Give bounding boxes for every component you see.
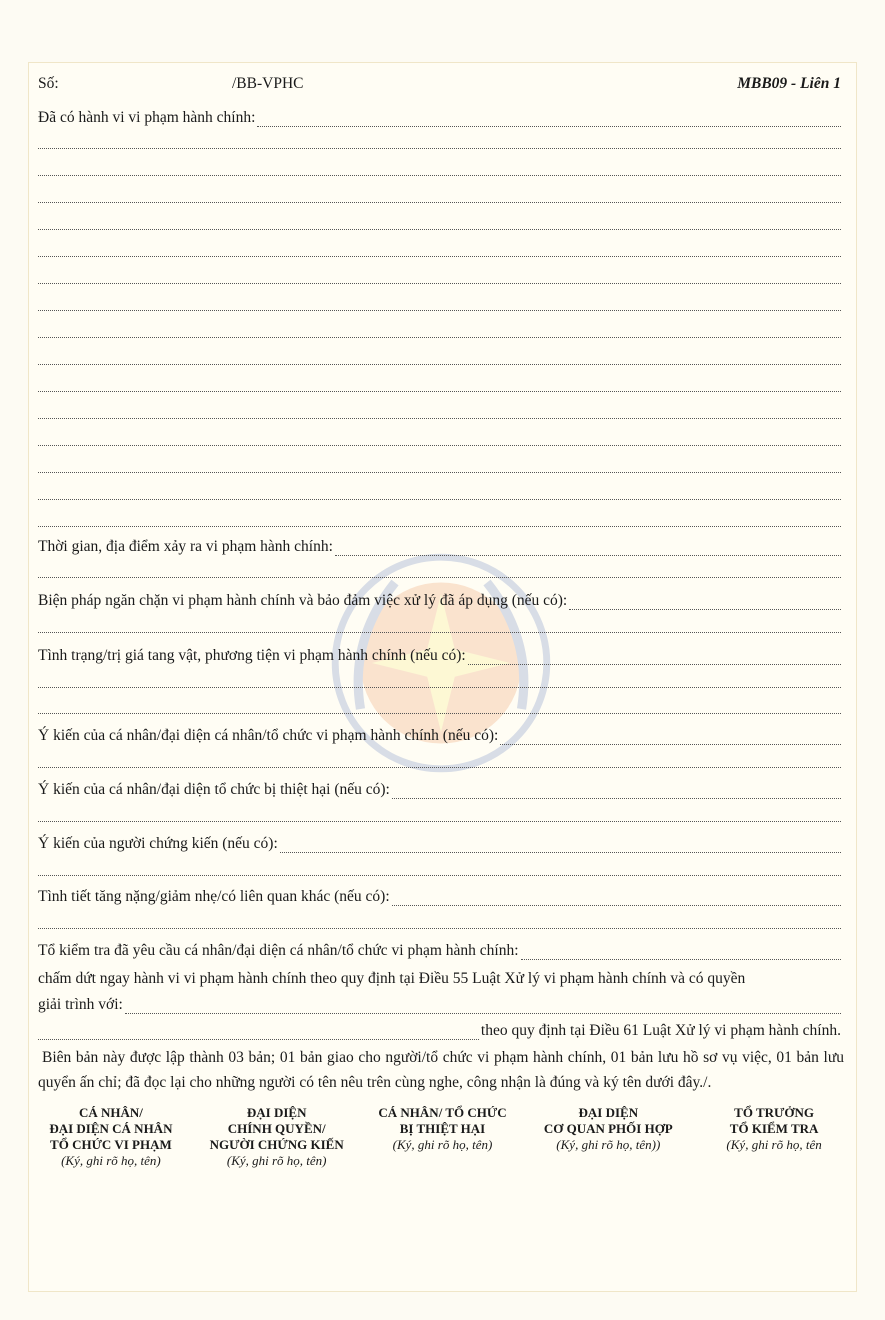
blank-line[interactable] [38, 283, 841, 284]
evidence-field[interactable] [38, 647, 841, 665]
blank-line[interactable] [38, 472, 841, 473]
opinion-witness-label: Ý kiến của người chứng kiến (nếu có): [38, 835, 278, 852]
opinion-violator-field[interactable] [38, 727, 841, 745]
blank-line[interactable] [38, 713, 841, 714]
blank-line[interactable] [38, 148, 841, 149]
blank-line[interactable] [38, 687, 841, 688]
blank-line[interactable] [38, 364, 841, 365]
signature-title: TỔ TRƯỞNG TỔ KIỂM TRA [729, 1105, 819, 1136]
blank-line[interactable] [38, 875, 841, 876]
blank-line[interactable] [38, 202, 841, 203]
prevention-label: Biện pháp ngăn chặn vi phạm hành chính và bảo đảm việc xử lý đã áp dụng (nếu có): [38, 592, 568, 609]
team-request-field[interactable] [38, 942, 841, 960]
blank-line[interactable] [38, 526, 841, 527]
blank-line[interactable] [38, 256, 841, 257]
signature-note: (Ký, ghi rõ họ, tên)) [556, 1137, 661, 1152]
signature-note: (Ký, ghi rõ họ, tên [726, 1137, 822, 1152]
signature-note: (Ký, ghi rõ họ, tên) [226, 1153, 327, 1168]
blank-line[interactable] [38, 310, 841, 311]
blank-line[interactable] [38, 229, 841, 230]
violation-field[interactable] [38, 109, 841, 127]
art61-text: theo quy định tại Điều 61 Luật Xử lý vi phạm hành chính. [480, 1022, 841, 1039]
evidence-label: Tình trạng/trị giá tang vật, phương tiện vi phạm hành chính (nếu có): [38, 647, 466, 664]
signature-title: ĐẠI DIỆN CƠ QUAN PHỐI HỢP [543, 1105, 673, 1136]
blank-line[interactable] [38, 445, 841, 446]
blank-line[interactable] [38, 577, 841, 578]
signature-title: ĐẠI DIỆN CHÍNH QUYỀN/ NGƯỜI CHỨNG KIẾN [209, 1105, 344, 1152]
blank-line[interactable] [38, 767, 841, 768]
signature-coordinator[interactable] [525, 1105, 691, 1169]
blank-line[interactable] [38, 632, 841, 633]
opinion-violator-label: Ý kiến của cá nhân/đại diện cá nhân/tổ chức vi phạm hành chính (nếu có): [38, 727, 499, 744]
violation-label: Đã có hành vi vi phạm hành chính: [38, 109, 256, 126]
opinion-damaged-label: Ý kiến của cá nhân/đại diện tổ chức bị thiệt hại (nếu có): [38, 781, 390, 798]
blank-line[interactable] [38, 499, 841, 500]
time-place-label: Thời gian, địa điểm xảy ra vi phạm hành chính: [38, 538, 333, 555]
circumstances-field[interactable] [38, 888, 841, 906]
stop-line-1: chấm dứt ngay hành vi vi phạm hành chính theo quy định tại Điều 55 Luật Xử lý vi phạm hành chính và có quyền [38, 970, 746, 987]
team-request-label: Tổ kiểm tra đã yêu cầu cá nhân/đại diện cá nhân/tổ chức vi phạm hành chính: [38, 942, 519, 959]
prevention-field[interactable] [38, 592, 841, 610]
explain-field[interactable] [38, 996, 841, 1014]
closing-paragraph: Biên bản này được lập thành 03 bản; 01 bản giao cho người/tổ chức vi phạm hành chính, 01 bản lưu hồ sơ vụ việc, 01 bản lưu quyển ấn chỉ; đã đọc lại cho những người có tên nêu trên cùng nghe, công nhận là đúng và ký tên dưới đây./. [38, 1049, 844, 1091]
signature-authority[interactable] [194, 1105, 360, 1169]
signature-note: (Ký, ghi rõ họ, tên) [61, 1153, 161, 1168]
signature-violator[interactable] [28, 1105, 194, 1169]
doc-code: /BB-VPHC [232, 75, 304, 92]
art61-field[interactable] [38, 1022, 841, 1040]
opinion-damaged-field[interactable] [38, 781, 841, 799]
opinion-witness-field[interactable] [38, 835, 841, 853]
so-label: Số: [38, 75, 59, 92]
signature-team-leader[interactable] [691, 1105, 857, 1169]
blank-line[interactable] [38, 928, 841, 929]
blank-line[interactable] [38, 821, 841, 822]
blank-line[interactable] [38, 175, 841, 176]
blank-line[interactable] [38, 418, 841, 419]
signature-title: CÁ NHÂN/ ĐẠI DIỆN CÁ NHÂN TỔ CHỨC VI PHẠM [49, 1105, 173, 1152]
form-id: MBB09 - Liên 1 [737, 75, 841, 92]
signature-damaged[interactable] [360, 1105, 526, 1169]
blank-line[interactable] [38, 337, 841, 338]
time-place-field[interactable] [38, 538, 841, 556]
circumstances-label: Tình tiết tăng nặng/giảm nhẹ/có liên quan khác (nếu có): [38, 888, 390, 905]
signature-title: CÁ NHÂN/ TỔ CHỨC BỊ THIỆT HẠI [378, 1105, 507, 1136]
blank-line[interactable] [38, 391, 841, 392]
signature-note: (Ký, ghi rõ họ, tên) [392, 1137, 493, 1152]
explain-label: giải trình với: [38, 996, 123, 1013]
signature-block [28, 1105, 857, 1169]
